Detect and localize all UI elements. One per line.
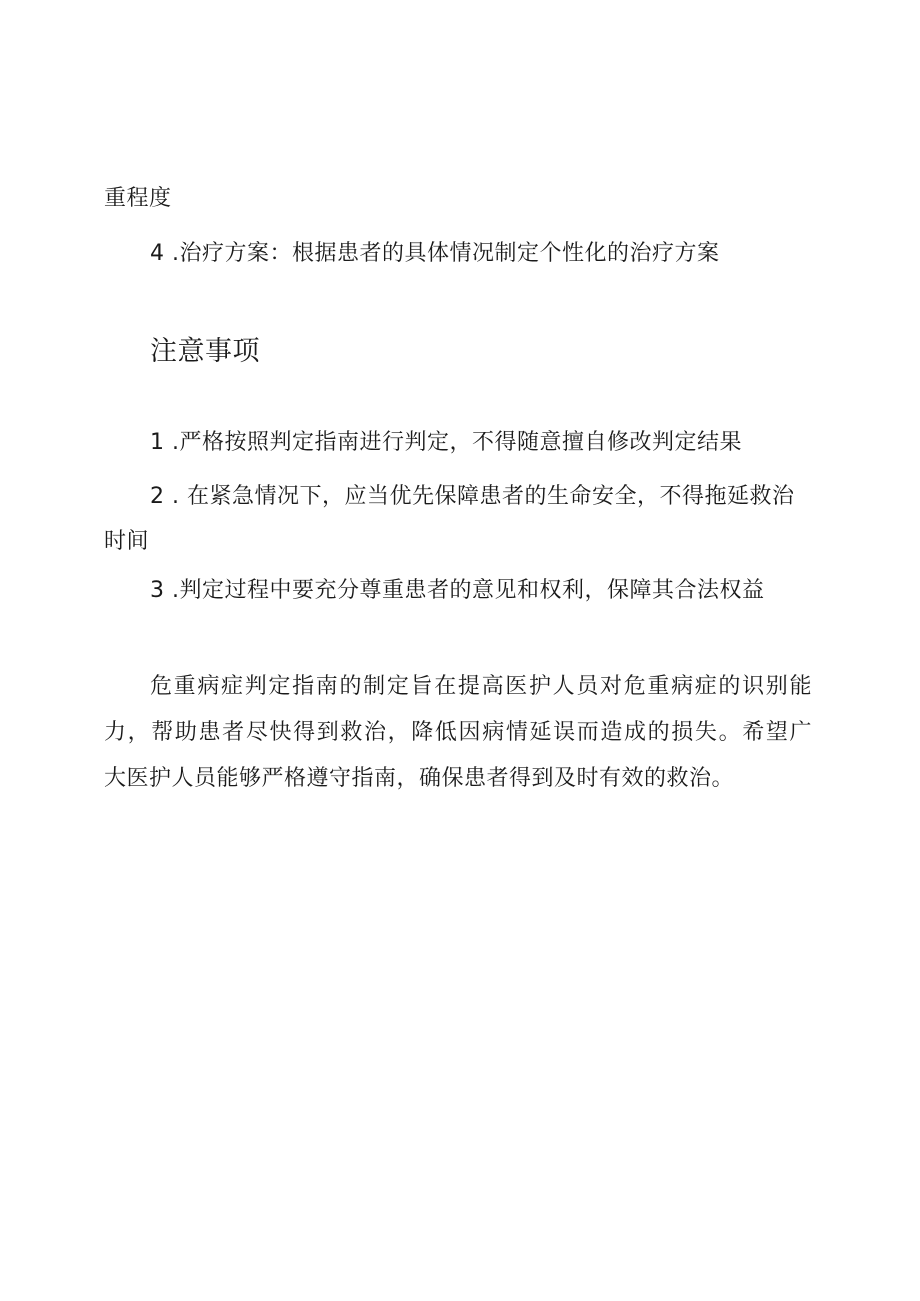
- conclusion-line-2: 力，帮助患者尽快得到救治，降低因病情延误而造成的损失。希望广: [104, 720, 812, 745]
- note-item-2-continuation: 时间: [104, 529, 150, 554]
- conclusion-line-1: 危重病症判定指南的制定旨在提高医护人员对危重病症的识别能: [150, 674, 812, 699]
- list-item-treatment-plan: 4 .治疗方案：根据患者的具体情况制定个性化的治疗方案: [150, 241, 720, 266]
- note-item-3: 3 .判定过程中要充分尊重患者的意见和权利，保障其合法权益: [150, 578, 765, 603]
- conclusion-line-3: 大医护人员能够严格遵守指南，确保患者得到及时有效的救治。: [104, 766, 735, 791]
- note-item-1: 1 .严格按照判定指南进行判定，不得随意擅自修改判定结果: [150, 430, 742, 455]
- section-title: 注意事项: [150, 336, 260, 367]
- note-item-2: 2 . 在紧急情况下，应当优先保障患者的生命安全，不得拖延救治: [150, 484, 795, 509]
- continuation-text: 重程度: [104, 186, 172, 211]
